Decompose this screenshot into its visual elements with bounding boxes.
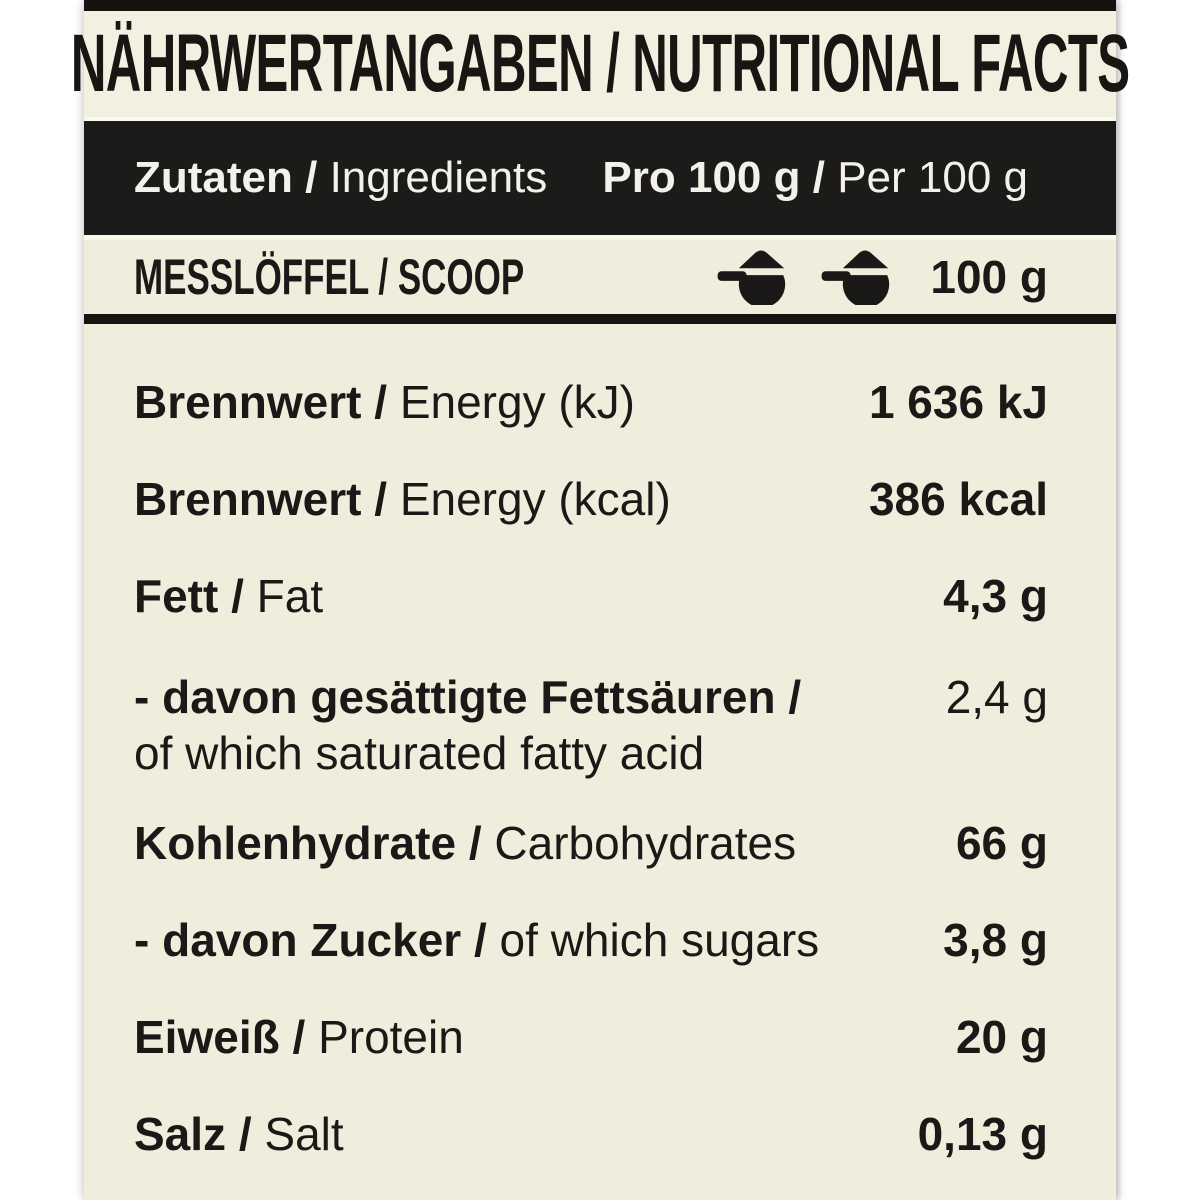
- table-row-saturated-fat: [134, 645, 1048, 795]
- ingredients-header-left: [134, 153, 547, 203]
- per-100g-label-de: Pro 100 g: [602, 153, 801, 202]
- row-label: [134, 645, 801, 778]
- ingredients-header-bar: [84, 121, 1116, 240]
- scoop-label: MESSLÖFFEL / SCOOP: [134, 249, 525, 305]
- table-row-energy-kj: [134, 354, 1048, 451]
- slash-separator: /: [461, 914, 500, 967]
- slash-separator: /: [292, 153, 330, 202]
- scoop-row: [84, 240, 1116, 314]
- row-label-de: - davon Zucker: [134, 914, 462, 967]
- row-label-en: Carbohydrates: [494, 817, 797, 870]
- row-label-en: Fat: [256, 570, 324, 623]
- row-label-en: Energy (kJ): [399, 376, 635, 429]
- per-100g-label-en: Per 100 g: [837, 153, 1028, 202]
- row-label-en: Salt: [264, 1108, 344, 1161]
- row-label-de: Salz: [134, 1108, 227, 1161]
- row-value: 2,4 g: [945, 671, 1048, 723]
- row-value: 66 g: [955, 817, 1048, 870]
- row-label-de: Kohlenhydrate: [134, 817, 457, 870]
- slash-separator: /: [218, 570, 257, 623]
- row-label-en: Protein: [318, 1011, 464, 1064]
- ingredients-label-de: Zutaten: [134, 153, 293, 202]
- title-section: [70, 11, 1130, 121]
- row-label: [134, 473, 671, 526]
- slash-separator: /: [279, 1011, 319, 1064]
- per-100g-header: [602, 153, 1028, 203]
- page-title: NÄHRWERTANGABEN / NUTRITIONAL FACTS: [70, 18, 1130, 109]
- row-label-en: of which saturated fatty acid: [134, 727, 705, 780]
- row-value: 1 636 kJ: [868, 376, 1048, 429]
- row-label: [134, 570, 324, 623]
- row-label: [134, 376, 635, 429]
- row-label: [134, 1011, 464, 1064]
- nutrition-label: [70, 0, 1130, 1200]
- slash-separator: /: [775, 671, 802, 723]
- row-label-line1: [134, 673, 801, 721]
- table-row-protein: [134, 989, 1048, 1086]
- row-label-de: Fett: [134, 570, 219, 623]
- section-divider: [84, 314, 1116, 324]
- row-label-de: Brennwert: [134, 473, 362, 526]
- scoop-icon: [820, 249, 912, 305]
- slash-separator: /: [226, 1108, 265, 1161]
- table-row-salt: [134, 1086, 1048, 1183]
- top-divider: [84, 0, 1116, 11]
- table-row-sugars: [134, 892, 1048, 989]
- row-value: 20 g: [955, 1011, 1048, 1064]
- slash-separator: /: [456, 817, 495, 870]
- table-row-carbohydrates: [134, 795, 1048, 892]
- table-row-energy-kcal: [134, 451, 1048, 548]
- row-label: [134, 817, 797, 870]
- row-value: 4,3 g: [943, 570, 1048, 623]
- row-label-de: Brennwert: [134, 376, 362, 429]
- ingredients-label-en: Ingredients: [329, 153, 548, 202]
- slash-separator: /: [361, 376, 400, 429]
- table-row-fat: [134, 548, 1048, 645]
- nutrition-table: [84, 324, 1116, 1183]
- slash-separator: /: [361, 473, 400, 526]
- scoop-icon: [716, 249, 808, 305]
- slash-separator: /: [800, 153, 838, 202]
- row-label: [134, 914, 820, 967]
- row-label-de: - davon gesättigte Fettsäuren: [134, 671, 776, 723]
- row-value: 0,13 g: [917, 1108, 1048, 1161]
- scoop-amount: [716, 249, 1048, 305]
- row-label-de: Eiweiß: [134, 1011, 280, 1064]
- row-value: 3,8 g: [943, 914, 1048, 967]
- row-value: 386 kcal: [868, 473, 1048, 526]
- scoop-weight-value: 100 g: [930, 251, 1048, 303]
- row-label-en: Energy (kcal): [399, 473, 671, 526]
- row-label: [134, 1108, 344, 1161]
- row-label-en: of which sugars: [499, 914, 820, 967]
